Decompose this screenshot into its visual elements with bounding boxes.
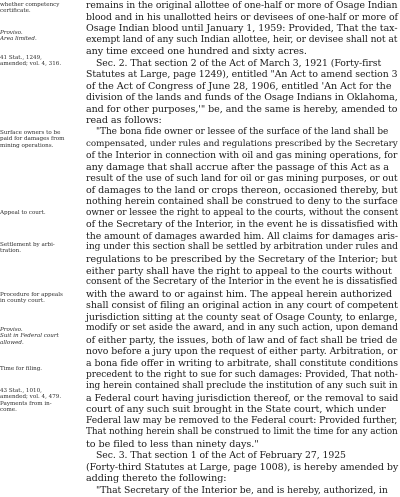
margin-note-appeal-to-court: Appeal to court. [0, 210, 46, 216]
body-line: "The bona fide owner or lessee of the surface of the land shall be [96, 127, 389, 138]
body-line: ing under this section shall be settled by arbitration under rules and [86, 242, 398, 253]
margin-note-proviso-area-limited: Proviso. Area limited. [0, 30, 37, 43]
body-line: Osage Indian blood until January 1, 1959: Provided, That the tax- [86, 23, 398, 35]
body-line: Sec. 3. That section 1 of the Act of February 27, 1925 [96, 450, 346, 462]
margin-note-stat-1249: 41 Stat., 1249, amended; vol. 4, 316. [0, 55, 62, 68]
body-line: consent of the Secretary of the Interior in the event he is dissatisfied [86, 277, 398, 288]
body-line: and for other purposes,'" be, and the same is hereby, amended to [86, 103, 398, 115]
body-line: of either party, the issues, both of law and of fact shall be tried de [86, 334, 398, 346]
body-line: court of any such suit brought in the State court, which under [86, 404, 386, 416]
margin-note-arbitration: Settlement by arbi- tration. [0, 242, 55, 255]
margin-note-county-court-procedure: Procedure for appeals in county court. [0, 292, 63, 305]
margin-note-proviso-federal-suit: Proviso. Suit in Federal court allowed. [0, 327, 59, 346]
body-line: owner or lessee the right to appeal to the courts, without the consent [86, 207, 399, 218]
body-line: Sec. 2. That section 2 of the Act of March 3, 1921 (Forty-first [96, 57, 382, 69]
body-line: jurisdiction sitting at the county seat of Osage County, to enlarge, [86, 311, 398, 323]
body-line: regulations to be prescribed by the Secretary of the Interior; but [86, 254, 398, 266]
body-line: of the Act of Congress of June 28, 1906, entitled 'An Act for the [86, 80, 392, 92]
margin-note-time-for-filing: Time for filing. [0, 366, 43, 372]
body-line: of the Interior in connection with oil and gas mining operations, for [86, 150, 398, 162]
body-line: of damages to the land or crops thereon, occasioned thereby, but [86, 184, 398, 196]
margin-note-surface-owners: Surface owners to be paid for damages from mining operations. [0, 130, 65, 149]
body-line: with the award to or against him. The appeal herein authorized [86, 288, 393, 300]
body-line: exempt land of any such Indian allottee, heir, or devisee shall not at [86, 34, 398, 45]
body-line: Statutes at Large, page 1249), entitled "An Act to amend section 3 [86, 69, 398, 81]
body-line: (Forty-third Statutes at Large, page 1008), is hereby amended by [86, 461, 399, 473]
body-line: "That Secretary of the Interior be, and is hereby, authorized, in [96, 484, 388, 496]
body-line: a bona fide offer in writing to arbitrate, shall constitute conditions [86, 357, 398, 369]
body-line: ing herein contained shall preclude the institution of any such suit in [86, 381, 398, 392]
body-line: adding thereto the following: [86, 473, 227, 485]
body-line: Federal law may be removed to the Federal court: Provided further, [86, 415, 398, 426]
body-line: blood and in his unallotted heirs or devisees of one-half or more of [86, 11, 398, 23]
margin-note-stat-1010: 43 Stat., 1010, amended; vol. 4, 479. Payments from in- come. [0, 388, 62, 414]
body-line: any damage that shall accrue after the passage of this Act as a [86, 161, 389, 173]
body-line: read as follows: [86, 115, 162, 127]
body-line: result of the use of such land for oil or gas mining purposes, or out [86, 173, 398, 185]
body-line: remains in the original allottee of one-half or more of Osage Indian [86, 0, 398, 11]
body-line: the amount of damages awarded him. All claims for damages aris- [86, 230, 399, 242]
margin-notes-column [0, 0, 84, 414]
body-line: precedent to the right to sue for such damages: Provided, That noth- [86, 369, 398, 380]
body-line: compensated, under rules and regulations prescribed by the Secretary [86, 138, 398, 149]
body-line: either party shall have the right to appeal to the courts without [86, 265, 392, 277]
body-line: to be filed to less than ninety days." [86, 438, 259, 450]
body-line: any time exceed one hundred and sixty acres. [86, 46, 307, 58]
body-line: shall consist of filing an original action in any court of competent [86, 300, 398, 312]
margin-note-competency-certificate: whether competency certificate. [0, 2, 60, 15]
statute-body-text [86, 0, 398, 497]
body-line: novo before a jury upon the request of either party. Arbitration, or [86, 346, 398, 358]
body-line: modify or set aside the award, and in any such action, upon demand [86, 323, 399, 334]
body-line: a Federal court having jurisdiction thereof, or the removal to said [86, 392, 399, 404]
body-line: nothing herein contained shall be construed to deny to the surface [86, 196, 398, 208]
body-line: That nothing herein shall be construed to limit the time for any action [86, 427, 398, 438]
body-line: division of the lands and funds of the Osage Indians in Oklahoma, [86, 92, 398, 104]
body-line: of the Secretary of the Interior, in the event he is dissatisfied with [86, 219, 398, 231]
